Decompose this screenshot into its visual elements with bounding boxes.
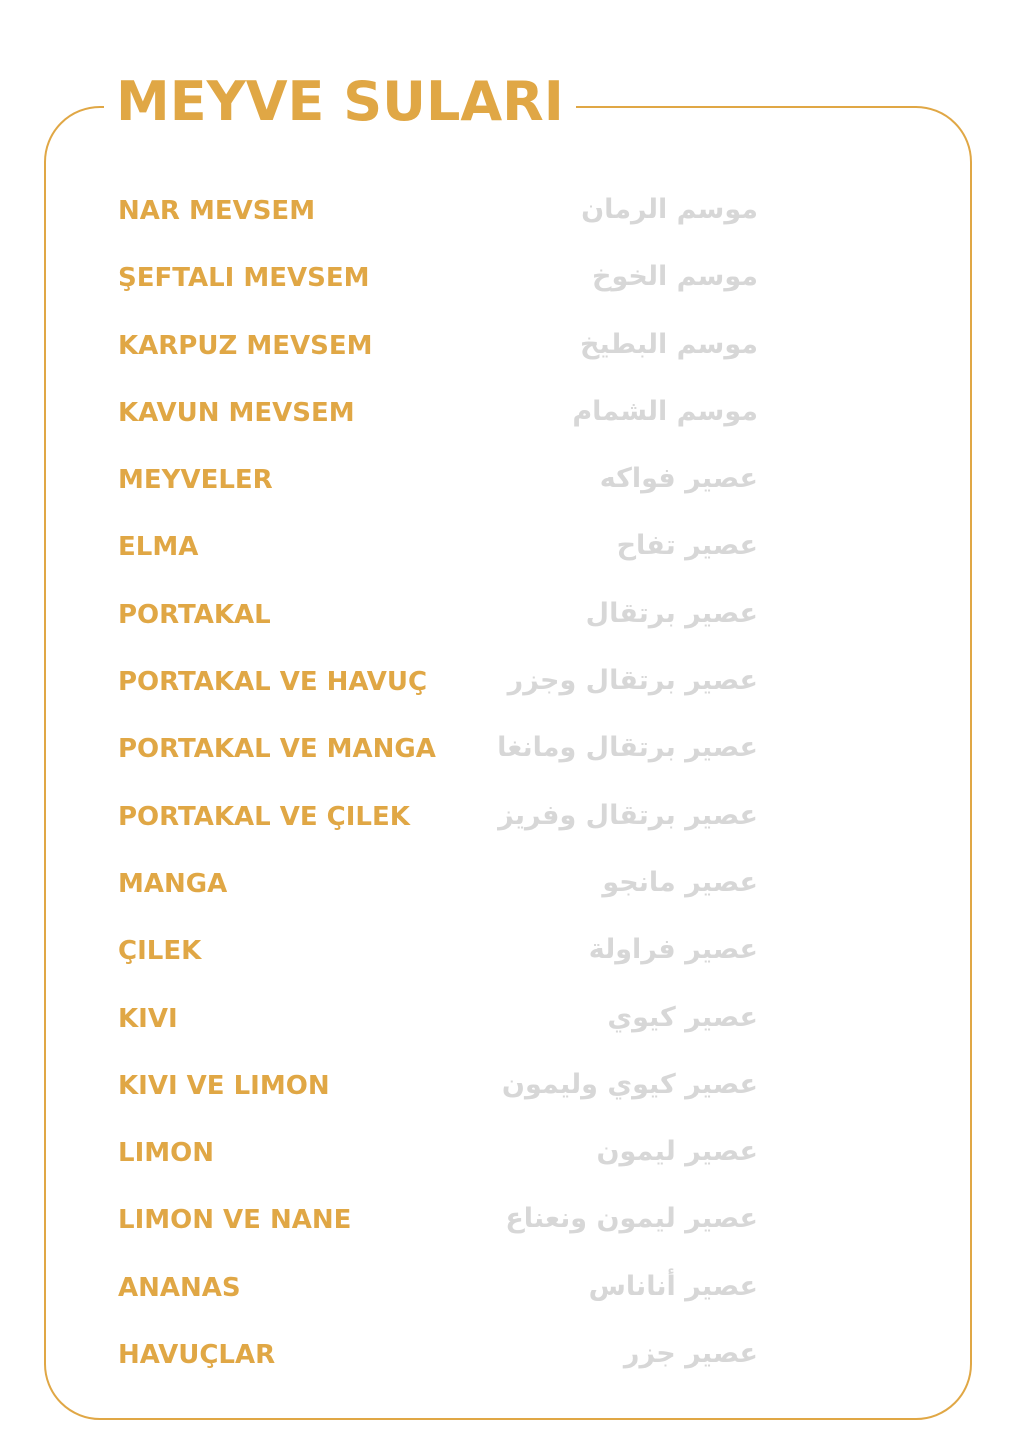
menu-list	[118, 178, 758, 1389]
menu-item	[118, 918, 758, 985]
item-name-arabic: عصير برتقال وجزر	[507, 665, 758, 697]
menu-item	[118, 447, 758, 514]
item-name: MEYVELER	[118, 465, 273, 496]
item-name-arabic: موسم البطيخ	[580, 328, 758, 360]
item-name-arabic: عصير برتقال وفريز	[498, 799, 758, 831]
item-name: ÇILEK	[118, 936, 202, 967]
menu-item	[118, 313, 758, 380]
item-name-arabic: عصير فواكه	[599, 463, 758, 495]
item-name: KIVI VE LIMON	[118, 1070, 330, 1101]
item-name: LIMON	[118, 1138, 214, 1169]
item-name: PORTAKAL VE ÇILEK	[118, 801, 410, 832]
item-name: HAVUÇLAR	[118, 1340, 276, 1371]
item-name-arabic: موسم الخوخ	[591, 261, 758, 293]
menu-item	[118, 1120, 758, 1187]
item-name-arabic: عصير فراولة	[588, 934, 758, 966]
menu-item	[118, 1255, 758, 1322]
item-name-arabic: عصير ليمون	[596, 1136, 758, 1168]
menu-item	[118, 851, 758, 918]
page-title: MEYVE SULARI	[104, 64, 576, 140]
item-name-arabic: عصير ليمون ونعناع	[505, 1203, 758, 1235]
menu-item	[118, 245, 758, 312]
menu-item	[118, 716, 758, 783]
menu-item	[118, 582, 758, 649]
item-name-arabic: عصير جزر	[623, 1338, 758, 1370]
item-name: PORTAKAL VE MANGA	[118, 734, 436, 765]
item-name: KIVI	[118, 1003, 178, 1034]
item-name: ŞEFTALI MEVSEM	[118, 263, 370, 294]
menu-item	[118, 1053, 758, 1120]
menu-item	[118, 649, 758, 716]
item-name: LIMON VE NANE	[118, 1205, 352, 1236]
menu-item	[118, 178, 758, 245]
item-name-arabic: عصير كيوي	[607, 1001, 758, 1033]
item-name-arabic: عصير مانجو	[602, 866, 758, 898]
menu-item	[118, 784, 758, 851]
item-name: ANANAS	[118, 1272, 241, 1303]
item-name: NAR MEVSEM	[118, 196, 316, 226]
item-name: KARPUZ MEVSEM	[118, 330, 373, 361]
menu-item	[118, 514, 758, 581]
item-name: KAVUN MEVSEM	[118, 397, 355, 428]
menu-item	[118, 1322, 758, 1389]
item-name: MANGA	[118, 868, 228, 899]
item-name-arabic: موسم الرمان	[581, 194, 758, 225]
item-name: PORTAKAL	[118, 599, 271, 630]
item-name-arabic: موسم الشمام	[572, 395, 758, 427]
item-name-arabic: عصير برتقال	[585, 597, 758, 629]
item-name-arabic: عصير كيوي وليمون	[501, 1068, 758, 1100]
item-name-arabic: عصير برتقال ومانغا	[497, 732, 758, 764]
item-name-arabic: عصير أناناس	[588, 1270, 758, 1302]
menu-item	[118, 380, 758, 447]
menu-item	[118, 986, 758, 1053]
item-name: ELMA	[118, 532, 199, 563]
item-name: PORTAKAL VE HAVUÇ	[118, 667, 428, 698]
menu-item	[118, 1187, 758, 1254]
item-name-arabic: عصير تفاح	[616, 530, 758, 562]
